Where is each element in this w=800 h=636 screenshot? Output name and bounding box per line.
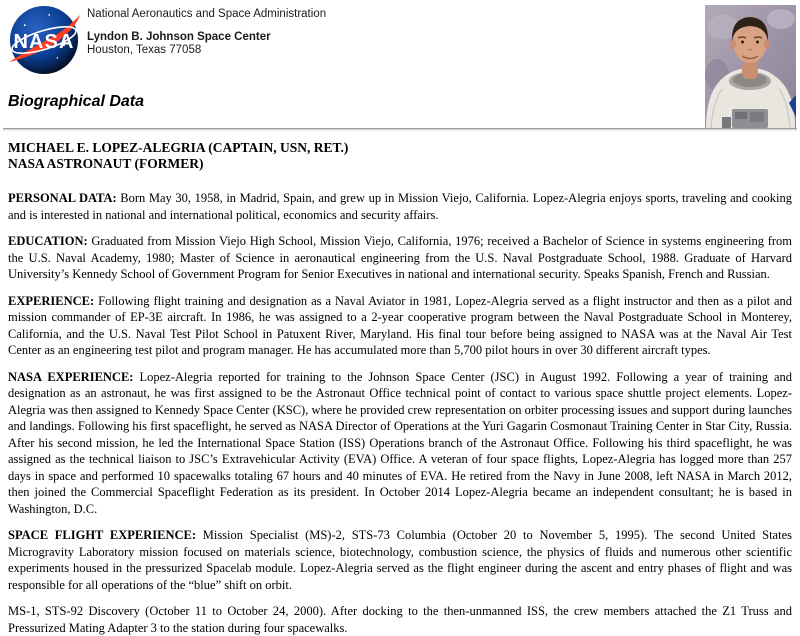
astronaut-role: NASA ASTRONAUT (FORMER) <box>8 156 204 171</box>
nasa-logo-icon <box>7 3 81 77</box>
astronaut-name: MICHAEL E. LOPEZ-ALEGRIA (CAPTAIN, USN, RET.) <box>8 140 349 155</box>
section-experience <box>8 293 792 359</box>
section-personal-data <box>8 190 792 223</box>
section-text: Mission Specialist (MS)-2, STS-73 Columbia (October 20 to November 5, 1995). The second United States Microgravity Laboratory mission focused on materials science, biotechnology, combustion science, the physics of fluids and numerous other scientific experiments housed in the pressurized Spacelab module. Lopez-Alegria served as the flight engineer during the ascent and entry phases of flight and was responsible for all operations of the “blue” shift on orbit. <box>8 528 792 592</box>
section-text: MS-1, STS-92 Discovery (October 11 to October 24, 2000). After docking to the then-unmanned ISS, the crew members attached the Z1 Truss and Pressurized Mating Adapter 3 to the station during four spacewalks. <box>8 604 792 635</box>
header-divider <box>3 128 797 131</box>
center-location: Houston, Texas 77058 <box>87 44 202 56</box>
agency-name: National Aeronautics and Space Administration <box>87 8 327 20</box>
astronaut-portrait-photo <box>705 5 796 128</box>
page-title: Biographical Data <box>8 93 145 110</box>
astronaut-name-block <box>8 140 792 172</box>
section-label: EXPERIENCE: <box>8 293 95 308</box>
bio-content <box>8 140 792 636</box>
svg-text:NASA: NASA <box>13 31 75 54</box>
header-text-block <box>87 8 326 57</box>
section-label: PERSONAL DATA: <box>8 191 117 205</box>
center-name: Lyndon B. Johnson Space Center <box>87 31 271 43</box>
section-education <box>8 233 792 283</box>
section-nasa-experience <box>8 369 792 518</box>
section-label: SPACE FLIGHT EXPERIENCE: <box>8 528 197 542</box>
section-sts92-partial <box>8 603 792 636</box>
section-label: EDUCATION: <box>8 234 88 248</box>
section-text: Graduated from Mission Viejo High School, Mission Viejo, California, 1976; received a Bachelor of Science in systems engineering from the U.S. Naval Academy, 1980; Master of Science in aeronautical engineering from the U.S. Naval Postgraduate School, 1988. Graduate of Harvard University’s Kennedy School of Government Program for Senior Executives in national and international security. Speaks Spanish, French and Russian. <box>8 234 793 281</box>
section-space-flight-experience <box>8 527 792 593</box>
section-text: Lopez-Alegria reported for training to the Johnson Space Center (JSC) in August 1992. Following a year of training and designation as an astronaut, he was first assigned to be the Astronaut Office technical point of contact to various space shuttle project elements. Lopez-Alegria was then assigned to Kennedy Space Center (KSC), where he provided crew representation on orbiter processing issues and support during launches and landings. Following his first spaceflight, he served as NASA Director of Operations at the Yuri Gagarin Cosmonaut Training Center in Star City, Russia. After his second mission, he led the International Space Station (ISS) Operations branch of the Astronaut Office. Following his third spaceflight, he was assigned as the technical liaison to JSC’s Extravehicular Activity (EVA) Office. A veteran of four space flights, Lopez-Alegria has logged more than 257 days in space and performed 10 spacewalks totaling 67 hours and 40 minutes of EVA. He retired from the Navy in June 2008, left NASA in March 2012, then joined the Commercial Spaceflight Federation as its president. In October 2014 Lopez-Alegria became an independent consultant; he is based in Washington, D.C. <box>8 369 793 516</box>
section-text: Following flight training and designation as a Naval Aviator in 1981, Lopez-Alegria served as a flight instructor and then as a pilot and mission commander of EP-3E aircraft. In 1986, he was assigned to a 2-year cooperative program between the Naval Postgraduate School in Monterey, California, and the U.S. Naval Test Pilot School in Patuxent River, Maryland. His final tour before being assigned to NASA was at the Naval Air Test Center as an engineering test pilot and program manager. He has accumulated more than 5,700 pilot hours in over 30 different aircraft types. <box>8 293 793 357</box>
section-label: NASA EXPERIENCE: <box>8 369 134 384</box>
section-text: Born May 30, 1958, in Madrid, Spain, and grew up in Mission Viejo, California. Lopez-Alegria enjoys sports, traveling and cooking and is interested in national and international political, economics and security affairs. <box>8 191 792 222</box>
